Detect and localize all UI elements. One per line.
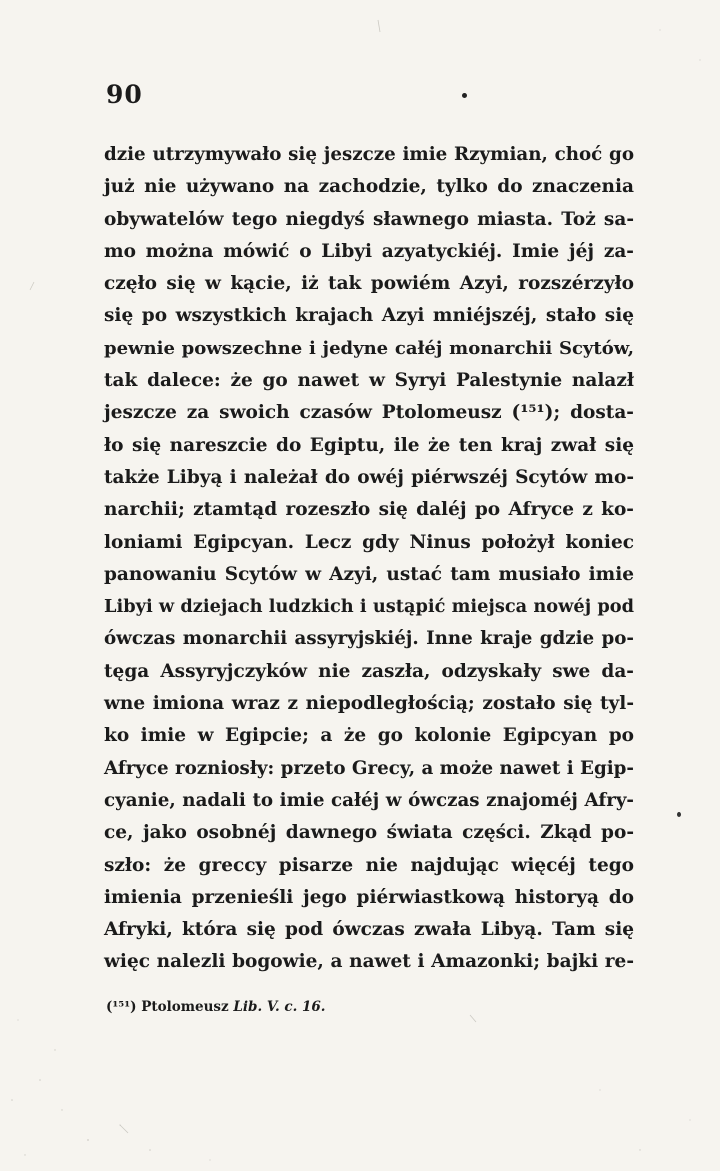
text-line: obywatelów tego niegdyś sławnego miasta. Toż sa- bbox=[104, 208, 634, 230]
text-line: już nie używano na zachodzie, tylko do znaczenia bbox=[104, 176, 634, 198]
page-number: 90 bbox=[106, 80, 143, 109]
footnote bbox=[106, 999, 326, 1015]
text-line: się po wszystkich krajach Azyi mniéjszéj, stało się bbox=[104, 305, 634, 327]
text-line: pewnie powszechne i jedyne całéj monarchii Scytów, bbox=[104, 337, 634, 359]
text-line: ce, jako osobnéj dawnego świata części. Zkąd po- bbox=[104, 822, 634, 844]
text-line: narchii; ztamtąd rozeszło się daléj po Afryce z ko- bbox=[104, 499, 634, 521]
text-line: więc nalezli bogowie, a nawet i Amazonki; bajki re- bbox=[104, 951, 634, 973]
body-text bbox=[104, 139, 634, 979]
text-line: ło się nareszcie do Egiptu, ile że ten kraj zwał się bbox=[104, 434, 634, 456]
text-line: wne imiona wraz z niepodległością; zostało się tyl- bbox=[104, 693, 634, 715]
text-line: mo można mówić o Libyi azyatyckiéj. Imie jéj za- bbox=[104, 240, 634, 262]
text-line: imienia przenieśli jego piérwiastkową historyą do bbox=[104, 886, 634, 908]
text-line: tak dalece: że go nawet w Syryi Palestynie nalazł bbox=[104, 370, 634, 392]
text-line: Afryce rozniosły: przeto Grecy, a może nawet i Egip- bbox=[104, 757, 634, 779]
text-line: ówczas monarchii assyryjskiéj. Inne kraje gdzie po- bbox=[104, 628, 634, 650]
footnote-marker: (¹⁵¹) bbox=[106, 999, 137, 1015]
footnote-author: Ptolomeusz bbox=[141, 999, 229, 1015]
text-line: szło: że greccy pisarze nie najdując więcéj tego bbox=[104, 854, 634, 876]
text-line: Afryki, która się pod ówczas zwała Libyą. Tam się bbox=[104, 919, 634, 941]
text-line: loniami Egipcyan. Lecz gdy Ninus położył koniec bbox=[104, 531, 634, 553]
text-line: cyanie, nadali to imie całéj w ówczas znajoméj Afry- bbox=[104, 789, 634, 811]
text-line: dzie utrzymywało się jeszcze imie Rzymian, choć go bbox=[104, 144, 634, 165]
text-line: tęga Assyryjczyków nie zaszła, odzyskały swe da- bbox=[104, 660, 634, 682]
text-line: Libyi w dziejach ludzkich i ustąpić miejsca nowéj pod bbox=[104, 596, 634, 618]
footnote-reference: Lib. V. c. 16. bbox=[233, 999, 326, 1015]
text-line: częło się w kącie, iż tak powiém Azyi, rozszérzyło bbox=[104, 273, 634, 295]
text-line: panowaniu Scytów w Azyi, ustać tam musiało imie bbox=[104, 563, 634, 585]
text-line: także Libyą i należał do owéj piérwszéj Scytów mo- bbox=[104, 466, 634, 488]
text-line: jeszcze za swoich czasów Ptolomeusz (¹⁵¹); dosta- bbox=[104, 402, 634, 424]
text-line: ko imie w Egipcie; a że go kolonie Egipcyan po bbox=[104, 725, 634, 747]
ink-speck bbox=[677, 812, 681, 817]
ink-speck bbox=[462, 93, 467, 98]
